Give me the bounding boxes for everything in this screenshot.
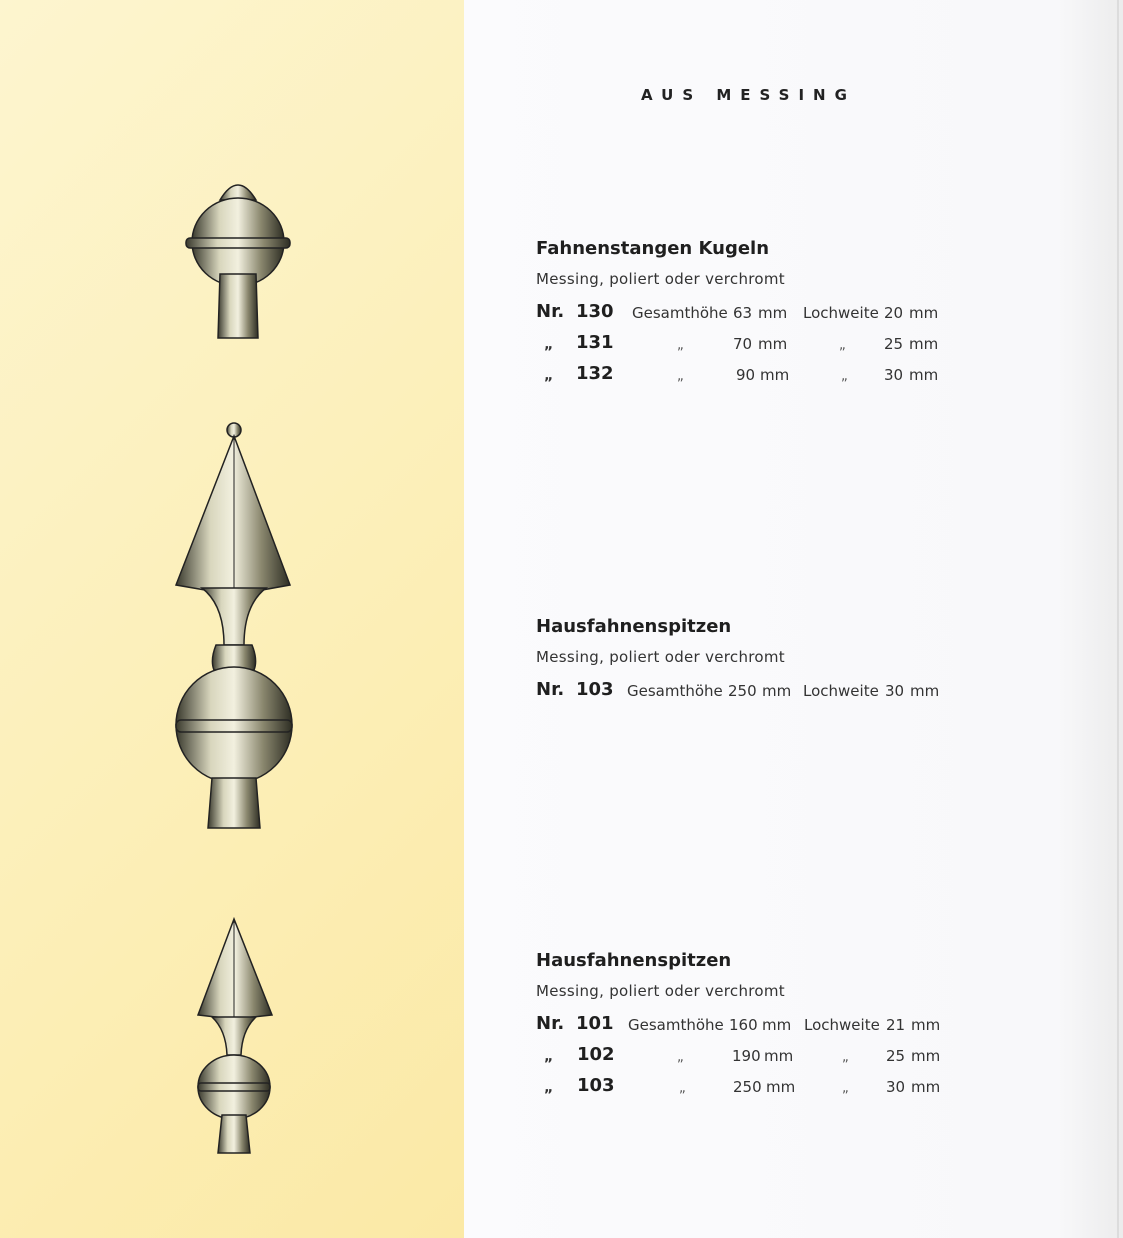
spec-row: [536, 301, 956, 328]
page-edge: [1117, 0, 1119, 1238]
hole-unit: mm: [909, 304, 939, 322]
hole-unit: mm: [911, 1016, 941, 1034]
section-subtitle: Messing, poliert oder verchromt: [536, 982, 785, 1000]
height-unit: mm: [762, 1016, 792, 1034]
height-value: 63: [733, 304, 753, 322]
spec-row: [536, 679, 956, 706]
row-prefix: Nr.: [536, 1013, 565, 1034]
row-prefix: „: [544, 1049, 554, 1065]
hole-value: 30: [886, 1078, 906, 1096]
height-unit: mm: [762, 682, 792, 700]
spec-row: [536, 332, 956, 359]
item-number: 132: [576, 363, 614, 384]
hole-value: 20: [884, 304, 904, 322]
height-unit: mm: [760, 366, 790, 384]
hole-unit: mm: [909, 366, 939, 384]
hole-label: „: [841, 369, 848, 384]
item-number: 103: [576, 679, 614, 700]
spear-tip-103-illustration: [172, 420, 297, 835]
height-label: Gesamthöhe: [632, 304, 728, 322]
hole-label: Lochweite: [803, 304, 879, 322]
section-title: Fahnenstangen Kugeln: [536, 238, 770, 259]
item-number: 102: [577, 1044, 615, 1065]
hole-label: „: [842, 1081, 849, 1096]
height-label: Gesamthöhe: [627, 682, 723, 700]
hole-value: 25: [884, 335, 904, 353]
section-subtitle: Messing, poliert oder verchromt: [536, 270, 785, 288]
height-unit: mm: [764, 1047, 794, 1065]
hole-unit: mm: [909, 335, 939, 353]
row-prefix: „: [544, 337, 554, 353]
height-label: „: [679, 1081, 686, 1096]
height-label: Gesamthöhe: [628, 1016, 724, 1034]
item-number: 103: [577, 1075, 615, 1096]
item-number: 130: [576, 301, 614, 322]
height-unit: mm: [766, 1078, 796, 1096]
height-value: 90: [736, 366, 756, 384]
section-title: Hausfahnenspitzen: [536, 950, 732, 971]
height-label: „: [677, 338, 684, 353]
hole-value: 30: [884, 366, 904, 384]
hole-value: 30: [885, 682, 905, 700]
height-value: 250: [733, 1078, 762, 1096]
section-title: Hausfahnenspitzen: [536, 616, 732, 637]
hole-unit: mm: [911, 1078, 941, 1096]
height-label: „: [677, 1050, 684, 1065]
height-value: 160: [729, 1016, 758, 1034]
spec-row: [536, 1044, 956, 1071]
flagpole-ball-illustration: [180, 170, 300, 345]
hole-label: „: [842, 1050, 849, 1065]
hole-unit: mm: [910, 682, 940, 700]
height-value: 190: [732, 1047, 761, 1065]
row-prefix: Nr.: [536, 301, 565, 322]
height-value: 70: [733, 335, 753, 353]
hole-value: 25: [886, 1047, 906, 1065]
page-heading: AUS MESSING: [641, 86, 856, 104]
row-prefix: „: [544, 368, 554, 384]
hole-value: 21: [886, 1016, 906, 1034]
spec-row: [536, 363, 956, 390]
row-prefix: Nr.: [536, 679, 565, 700]
hole-label: „: [839, 338, 846, 353]
height-label: „: [677, 369, 684, 384]
spec-row: [536, 1075, 956, 1102]
item-number: 101: [576, 1013, 614, 1034]
hole-label: Lochweite: [804, 1016, 880, 1034]
height-unit: mm: [758, 304, 788, 322]
spear-tip-101-illustration: [192, 915, 277, 1160]
hole-unit: mm: [911, 1047, 941, 1065]
item-number: 131: [576, 332, 614, 353]
row-prefix: „: [544, 1080, 554, 1096]
spec-row: [536, 1013, 956, 1040]
height-unit: mm: [758, 335, 788, 353]
height-value: 250: [728, 682, 757, 700]
hole-label: Lochweite: [803, 682, 879, 700]
section-subtitle: Messing, poliert oder verchromt: [536, 648, 785, 666]
